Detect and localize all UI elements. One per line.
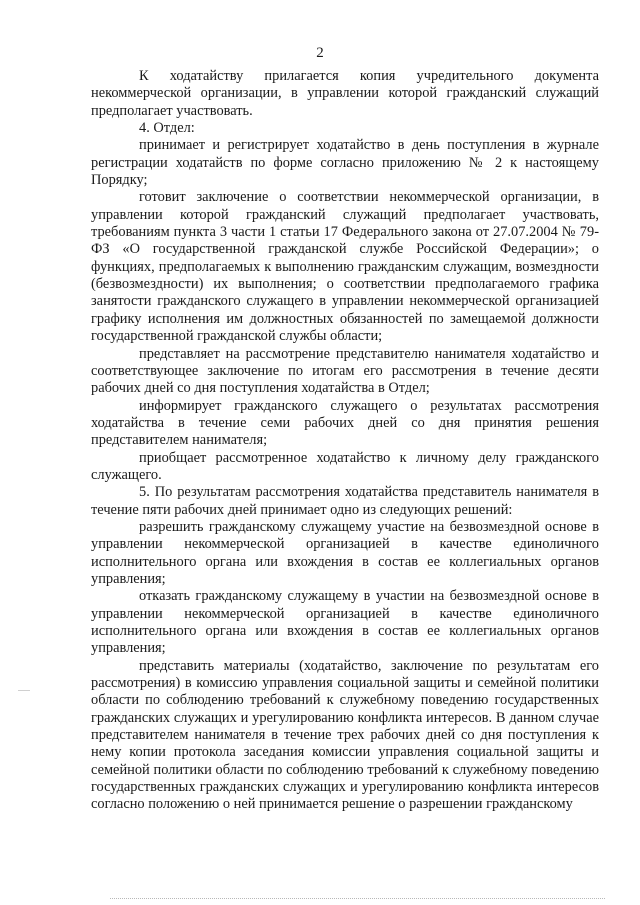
paragraph-decision-refuse: отказать гражданскому служащему в участии на безвозмездной основе в управлении некоммерческой организацией в качестве единоличного исполнительного органа или вхождения в состав ее коллегиальных органов управления; [91,588,599,657]
paragraph-decision-permit: разрешить гражданскому служащему участие на безвозмездной основе в управлении некоммерческой организацией в качестве единоличного исполнительного органа или вхождения в состав ее коллегиальных органов управления; [91,518,599,587]
page-number: 2 [316,45,324,61]
paragraph-registration: принимает и регистрирует ходатайство в день поступления в журнале регистрации ходатайств по форме согласно приложению № 2 к настоящему Порядку; [91,137,599,189]
paragraph-attachment-note: К ходатайству прилагается копия учредительного документа некоммерческой организации, в управлении которой гражданский служащий предполагает участвовать. [91,68,599,119]
paragraph-submission: представляет на рассмотрение представителю нанимателя ходатайство и соответствующее заключение по итогам его рассмотрения в течение десяти рабочих дней со дня поступления ходатайства в Отдел; [91,345,599,397]
scan-margin-mark [18,690,30,691]
scan-footer-line [110,898,605,899]
paragraph-filing: приобщает рассмотренное ходатайство к личному делу гражданского служащего. [91,449,599,483]
paragraph-section-5: 5. По результатам рассмотрения ходатайства представитель нанимателя в течение пяти рабочих дней принимает одно из следующих решений: [91,484,599,518]
paragraph-informing: информирует гражданского служащего о результатах рассмотрения ходатайства в течение семи рабочих дней со дня принятия решения представителем нанимателя; [91,397,599,449]
paragraph-section-4-heading: 4. Отдел: [139,120,195,137]
paragraph-conclusion: готовит заключение о соответствии некоммерческой организации, в управлении которой гражданский служащий предполагает участвовать, требованиям пункта 3 части 1 статьи 17 Федерального закона от 27.07.2004 № 79-ФЗ «О государственной гражданской службе Российской Федерации»; о функциях, предполагаемых к выполнению гражданским служащим, возмездности (безвозмездности) их выполнения; о соответствии предполагаемого графика занятости гражданского служащего в управлении некоммерческой организацией графику исполнения им должностных обязанностей по замещаемой должности государственной гражданской службы области; [91,189,599,345]
document-body [91,68,599,814]
paragraph-decision-commission: представить материалы (ходатайство, заключение по результатам его рассмотрения) в комиссию управления социальной защиты и семейной политики области по соблюдению требований к служебному поведению государственных гражданских служащих и урегулированию конфликта интересов. В данном случае представителем нанимателя в течение трех рабочих дней со дня поступления к нему копии протокола заседания комиссии управления социальной защиты и семейной политики области по соблюдению требований к служебному поведению государственных гражданских служащих и урегулированию конфликта интересов согласно положению о ней принимается решение о разрешении гражданскому [91,657,599,813]
